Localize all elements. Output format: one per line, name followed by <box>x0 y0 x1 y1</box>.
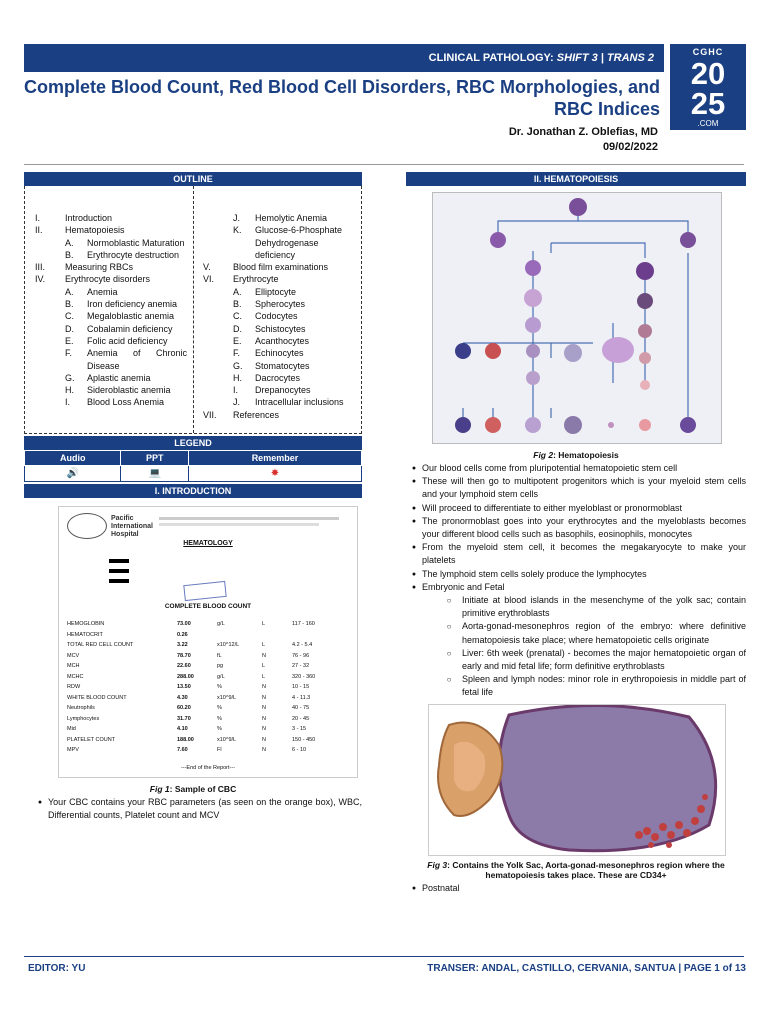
bullet-text: From the myeloid stem cell, it becomes the megakaryocyte to make your platelets <box>422 542 746 566</box>
outline-item-number: V. <box>203 262 211 273</box>
bullet-item <box>406 647 746 673</box>
outline-item-label: Blood Loss Anemia <box>87 397 165 408</box>
cbc-cell <box>262 630 292 641</box>
cbc-cell: PLATELET COUNT <box>67 736 116 743</box>
cbc-cell <box>292 630 351 641</box>
header-bar <box>24 44 664 72</box>
cbc-cell: 188.00 <box>177 736 194 743</box>
outline-item-number: I. <box>35 213 41 223</box>
cbc-cell: L <box>262 621 266 627</box>
outline-item-label: Elliptocyte <box>255 286 297 297</box>
outline-item-label: Schistocytes <box>255 323 306 334</box>
outline-right-list <box>203 212 353 421</box>
cbc-row <box>67 672 351 683</box>
footer-transer: TRANSER: ANDAL, CASTILLO, CERVANIA, SANTUA | PAGE 1 of 13 <box>427 963 746 974</box>
course-label: CLINICAL PATHOLOGY: SHIFT 3 | TRANS 2 <box>428 52 654 64</box>
bullet-icon: ● <box>411 517 417 525</box>
outline-item-number: B. <box>233 299 242 310</box>
outline-item <box>35 335 187 347</box>
fig3-caption: Fig 3: Contains the Yolk Sac, Aorta-gonad-mesonephros region where the hematopoiesis takes place. These are CD34+ <box>427 859 725 880</box>
bullet-item <box>406 462 746 475</box>
cbc-row <box>67 619 351 630</box>
bullet-text: The lymphoid stem cells solely produce the lymphocytes <box>422 568 647 579</box>
bullet-text: Liver: 6th week (prenatal) - becomes the major hematopoietic organ of early and mid fetal life; form definitive erythroblasts <box>462 647 746 672</box>
redaction-bar <box>109 579 129 583</box>
cbc-cell: 13.50 <box>177 684 191 690</box>
cbc-cell: MCHC <box>67 673 84 680</box>
cbc-cell: Mid <box>67 726 76 732</box>
outline-item <box>203 261 353 273</box>
outline-item-label: Cobalamin deficiency <box>87 323 173 334</box>
cbc-cell <box>217 630 262 641</box>
outline-item-label: Iron deficiency anemia <box>87 299 178 310</box>
bullet-icon: ● <box>411 544 417 552</box>
bullet-item <box>406 594 746 620</box>
laptop-icon: 💻 <box>121 466 188 482</box>
header-divider <box>24 164 744 165</box>
outline-item <box>203 372 353 384</box>
outline-item <box>35 372 187 384</box>
circle-bullet-icon: ○ <box>446 648 452 658</box>
bullet-item <box>406 515 746 541</box>
cbc-cell: pg <box>217 663 224 669</box>
cghc-logo: CGHC 20 25 .COM <box>670 44 746 130</box>
outline-item <box>35 212 187 224</box>
redaction-bar <box>109 559 129 563</box>
cbc-cell: MCH <box>67 663 80 669</box>
cbc-cell: HEMOGLOBIN <box>67 621 105 627</box>
outline-item-number: VII. <box>203 409 217 420</box>
outline-item-label: Aplastic anemia <box>87 372 151 383</box>
outline-item <box>203 347 353 359</box>
cbc-row <box>67 651 351 662</box>
legend-heading: LEGEND <box>24 436 362 450</box>
left-column <box>24 172 362 822</box>
outline-item <box>35 310 187 322</box>
bullet-text: These will then go to multipotent progenitors which is your myeloid stem cells and your lymphoid stem cells <box>422 476 746 500</box>
outline-item-number: III. <box>35 262 46 273</box>
outline-item <box>35 396 187 408</box>
cbc-cell: 60.20 <box>177 705 191 711</box>
cbc-cell: 7.60 <box>177 747 188 753</box>
bullet-item <box>406 502 746 515</box>
outline-item-number: C. <box>65 311 74 322</box>
bullet-item <box>406 581 746 594</box>
outline-item-label: Anemia of Chronic Disease <box>87 348 187 371</box>
cbc-cell: x10^9/L <box>217 694 237 701</box>
fig2-caption: Fig 2: Hematopoiesis <box>533 450 619 460</box>
outline-item-number: J. <box>233 397 241 408</box>
bullet-text: Embryonic and Fetal <box>422 581 505 592</box>
cbc-row <box>67 745 351 756</box>
cbc-cell: 320 - 360 <box>292 673 316 680</box>
outline-item <box>35 323 187 335</box>
cbc-row <box>67 661 351 672</box>
cbc-report-image <box>58 506 358 778</box>
cbc-cell: TOTAL RED CELL COUNT <box>67 642 134 648</box>
bullet-icon: ● <box>411 570 417 578</box>
outline-item <box>35 347 187 372</box>
outline-item <box>203 360 353 372</box>
cbc-row <box>67 724 351 735</box>
cbc-cell: N <box>262 736 266 743</box>
outline-item-label: Dacrocytes <box>255 372 301 383</box>
cbc-cell: 288.00 <box>177 673 194 680</box>
bullet-text: Our blood cells come from pluripotential hematopoietic stem cell <box>422 463 678 473</box>
outline-left-list <box>35 212 187 409</box>
cbc-cell: 3.22 <box>177 642 188 648</box>
outline-item-label: Folic acid deficiency <box>87 335 168 346</box>
cbc-cell: L <box>262 663 266 669</box>
outline-item-label: Blood film examinations <box>233 262 329 273</box>
outline-heading: OUTLINE <box>24 172 362 186</box>
cbc-cell: 22.60 <box>177 663 191 669</box>
outline-item-label: Hematopoiesis <box>65 225 125 236</box>
footer-divider <box>24 956 744 957</box>
outline-item <box>203 298 353 310</box>
report-header-line <box>159 517 339 520</box>
outline-item-number: G. <box>233 360 243 371</box>
bullet-icon: ● <box>411 465 417 472</box>
cbc-cell: g/L <box>217 673 225 680</box>
circle-bullet-icon: ○ <box>446 675 452 685</box>
outline-item-number: H. <box>233 372 242 383</box>
right-column <box>406 172 746 895</box>
bullet-item <box>406 620 746 646</box>
released-stamp <box>183 581 226 601</box>
cbc-cell: Fl <box>217 747 222 753</box>
outline-item-label: Introduction <box>65 213 113 223</box>
outline-item-number: A. <box>233 286 242 297</box>
legend-remember-header: Remember <box>188 451 361 466</box>
outline-item <box>203 273 353 285</box>
cbc-cell: L <box>262 673 266 680</box>
bullet-icon: ● <box>411 583 417 591</box>
bullet-text: Aorta-gonad-mesonephros region of the embryo: where definitive hematopoiesis take place; where hematopoietic cells originate <box>462 621 746 645</box>
intro-heading: I. INTRODUCTION <box>24 484 362 498</box>
outline-item-number: I. <box>233 385 239 396</box>
outline-item-number: IV. <box>35 274 46 285</box>
outline-item <box>35 224 187 236</box>
bullet-item <box>406 475 746 501</box>
cbc-cell: L <box>262 642 266 648</box>
cbc-cell: HEMATOCRIT <box>67 631 103 638</box>
bullet-icon: ● <box>411 478 417 486</box>
outline-item-number: F. <box>233 348 241 359</box>
outline-item-number: F. <box>65 348 73 359</box>
cbc-cell: % <box>217 726 222 732</box>
cbc-cell: 3 - 15 <box>292 726 307 732</box>
outline-item-number: C. <box>233 311 242 322</box>
report-section: HEMATOLOGY <box>183 540 233 547</box>
cbc-cell: g/L <box>217 621 225 627</box>
cbc-title: COMPLETE BLOOD COUNT <box>164 603 252 610</box>
redaction-bar <box>109 569 129 573</box>
cbc-cell: 0.26 <box>177 631 188 638</box>
bullet-item <box>32 796 362 822</box>
cbc-cell: % <box>217 715 222 722</box>
outline-item <box>203 323 353 335</box>
cbc-cell: 4.2 - 5.4 <box>292 642 313 648</box>
bullet-text: Postnatal <box>422 882 460 893</box>
cbc-cell: MCV <box>67 652 80 659</box>
outline-item <box>35 249 187 261</box>
legend-ppt-header: PPT <box>121 451 188 466</box>
cbc-cell: MPV <box>67 747 79 753</box>
cbc-row <box>67 640 351 651</box>
outline-item-label: Erythrocyte <box>233 274 279 285</box>
fig1-caption: Fig 1: Sample of CBC <box>149 784 237 794</box>
outline-item <box>35 273 187 285</box>
bullet-icon: ● <box>411 504 417 512</box>
cbc-cell: 76 - 96 <box>292 652 310 659</box>
outline-item-label: Drepanocytes <box>255 385 311 396</box>
outline-item-number: II. <box>35 225 43 236</box>
cbc-cell: 78.70 <box>177 652 191 659</box>
hematopoiesis-heading: II. HEMATOPOIESIS <box>406 172 746 186</box>
outline-item-label: Intracellular inclusions <box>255 397 344 408</box>
hospital-name: Pacific International Hospital <box>111 515 154 538</box>
cbc-cell: x10^12/L <box>217 642 240 648</box>
author-block <box>509 125 658 155</box>
cbc-row <box>67 693 351 704</box>
cbc-cell: 27 - 32 <box>292 663 310 669</box>
report-end: ---End of the Report--- <box>180 765 236 771</box>
outline-item <box>35 298 187 310</box>
cbc-cell: Neutrophils <box>67 705 95 711</box>
bullet-item <box>406 541 746 567</box>
cbc-row <box>67 703 351 714</box>
hematopoiesis-bullets <box>406 462 746 700</box>
circle-bullet-icon: ○ <box>446 596 452 606</box>
bullet-icon: ● <box>37 799 43 806</box>
outline-item-label: Glucose-6-Phosphate Dehydrogenase deficiency <box>255 225 343 260</box>
outline-item <box>35 384 187 396</box>
outline-item <box>203 384 353 396</box>
outline-item-label: Anemia <box>87 286 118 297</box>
outline-item-label: Sideroblastic anemia <box>87 385 171 396</box>
outline-item-label: Spherocytes <box>255 299 306 310</box>
outline-item-label: Measuring RBCs <box>65 262 134 273</box>
outline-item-number: D. <box>65 323 74 334</box>
outline-item <box>35 286 187 298</box>
outline-item-number: E. <box>233 335 242 346</box>
yolk-sac-image <box>428 704 726 856</box>
outline-item-number: I. <box>65 397 71 408</box>
outline-item-label: Normoblastic Maturation <box>87 237 185 248</box>
legend-audio-header: Audio <box>25 451 121 466</box>
speaker-icon: 🔊 <box>25 466 121 482</box>
cbc-cell: x10^9/L <box>217 736 237 743</box>
outline-item-number: E. <box>65 335 74 346</box>
cbc-row <box>67 682 351 693</box>
page-title: Complete Blood Count, Red Blood Cell Disorders, RBC Morphologies, and RBC Indices <box>24 77 661 119</box>
outline-item-number: B. <box>65 249 74 260</box>
outline-item <box>203 310 353 322</box>
outline-item <box>35 237 187 249</box>
outline-item <box>203 224 353 261</box>
cbc-cell: N <box>262 694 266 701</box>
outline-item-number: B. <box>65 299 74 310</box>
outline-item <box>203 212 353 224</box>
legend <box>24 436 362 482</box>
bullet-text: The pronormoblast goes into your erythrocytes and the myeloblasts becomes your different blood cells such as basophils, eosinophils, monocytes <box>422 515 746 540</box>
date: 09/02/2022 <box>602 141 658 153</box>
cbc-cell: N <box>262 715 266 722</box>
cbc-row <box>67 630 351 641</box>
cbc-cell: 150 - 450 <box>292 736 316 743</box>
outline-item-number: A. <box>65 237 74 248</box>
outline-item-label: Megaloblastic anemia <box>87 311 175 322</box>
hematopoiesis-diagram <box>432 192 722 444</box>
outline-item-label: Hemolytic Anemia <box>255 213 328 223</box>
bullet-item <box>406 882 746 895</box>
outline-item <box>203 396 353 408</box>
postnatal-bullets <box>406 882 746 895</box>
author-name: Dr. Jonathan Z. Oblefias, MD <box>508 126 658 138</box>
cbc-cell: % <box>217 684 222 690</box>
bullet-item <box>406 568 746 581</box>
legend-table <box>24 450 362 482</box>
outline-item <box>35 261 187 273</box>
footer-editor: EDITOR: YU <box>28 963 86 974</box>
outline-item-number: J. <box>233 213 241 223</box>
report-header-line <box>159 523 319 526</box>
outline-item-number: D. <box>233 323 242 334</box>
cbc-cell: 20 - 45 <box>292 715 310 722</box>
cbc-cell: % <box>217 705 222 711</box>
outline-item-number: A. <box>65 286 74 297</box>
cbc-cell: 4 - 11.3 <box>292 694 311 701</box>
star-burst-icon: ✸ <box>188 466 361 482</box>
bullet-text: Spleen and lymph nodes: minor role in erythropoiesis in middle part of fetal life <box>462 674 746 698</box>
cbc-cell: N <box>262 684 266 690</box>
bullet-text: Your CBC contains your RBC parameters (as seen on the orange box), WBC, Differential counts, Platelet count and MCV <box>48 797 362 821</box>
bullet-text: Will proceed to differentiate to either myeloblast or pronormoblast <box>422 502 682 513</box>
cbc-cell: N <box>262 747 266 753</box>
outline-item-label: Codocytes <box>255 311 298 322</box>
outline-item-number: VI. <box>203 274 215 285</box>
outline-item-number: G. <box>65 372 75 383</box>
outline-item <box>203 286 353 298</box>
cbc-cell: 40 - 75 <box>292 705 310 711</box>
bullet-icon: ● <box>411 884 417 892</box>
cbc-cell: 73.00 <box>177 621 191 627</box>
bullet-text: Initiate at blood islands in the mesenchyme of the yolk sac; contain primitive erythroblasts <box>462 595 746 619</box>
cbc-cell: 31.70 <box>177 715 191 722</box>
cbc-cell: RDW <box>67 684 81 690</box>
outline-item-label: References <box>233 409 280 420</box>
outline-item-number: H. <box>65 385 74 396</box>
cbc-table <box>67 619 351 756</box>
cbc-cell: 4.30 <box>177 694 188 701</box>
outline-item-label: Erythrocyte disorders <box>65 274 151 285</box>
outline-item-label: Stomatocytes <box>255 360 310 371</box>
cbc-cell: 117 - 160 <box>292 621 315 627</box>
outline-item-label: Echinocytes <box>255 348 304 359</box>
circle-bullet-icon: ○ <box>446 622 452 632</box>
outline-item <box>203 335 353 347</box>
cbc-row <box>67 714 351 725</box>
cbc-cell: 10 - 15 <box>292 684 310 690</box>
outline-item-label: Erythrocyte destruction <box>87 249 180 260</box>
cbc-cell: fL <box>217 652 222 659</box>
cbc-cell: 4.10 <box>177 726 188 732</box>
yolk-sac-svg <box>429 705 726 856</box>
outline-box <box>24 186 362 434</box>
outline-item-number: K. <box>233 225 242 236</box>
cbc-row <box>67 735 351 746</box>
cbc-cell: N <box>262 652 266 659</box>
hospital-logo <box>67 513 107 539</box>
hematopoiesis-svg <box>433 193 723 445</box>
cbc-cell: N <box>262 726 266 732</box>
bullet-item <box>406 673 746 699</box>
cbc-cell: 6 - 10 <box>292 747 307 753</box>
intro-bullets <box>32 796 362 822</box>
outline-item <box>203 409 353 421</box>
cbc-cell: N <box>262 705 266 711</box>
cbc-cell: WHITE BLOOD COUNT <box>67 694 127 701</box>
outline-item-label: Acanthocytes <box>255 335 310 346</box>
cbc-cell: Lymphocytes <box>67 715 100 722</box>
outline-divider <box>193 186 194 433</box>
